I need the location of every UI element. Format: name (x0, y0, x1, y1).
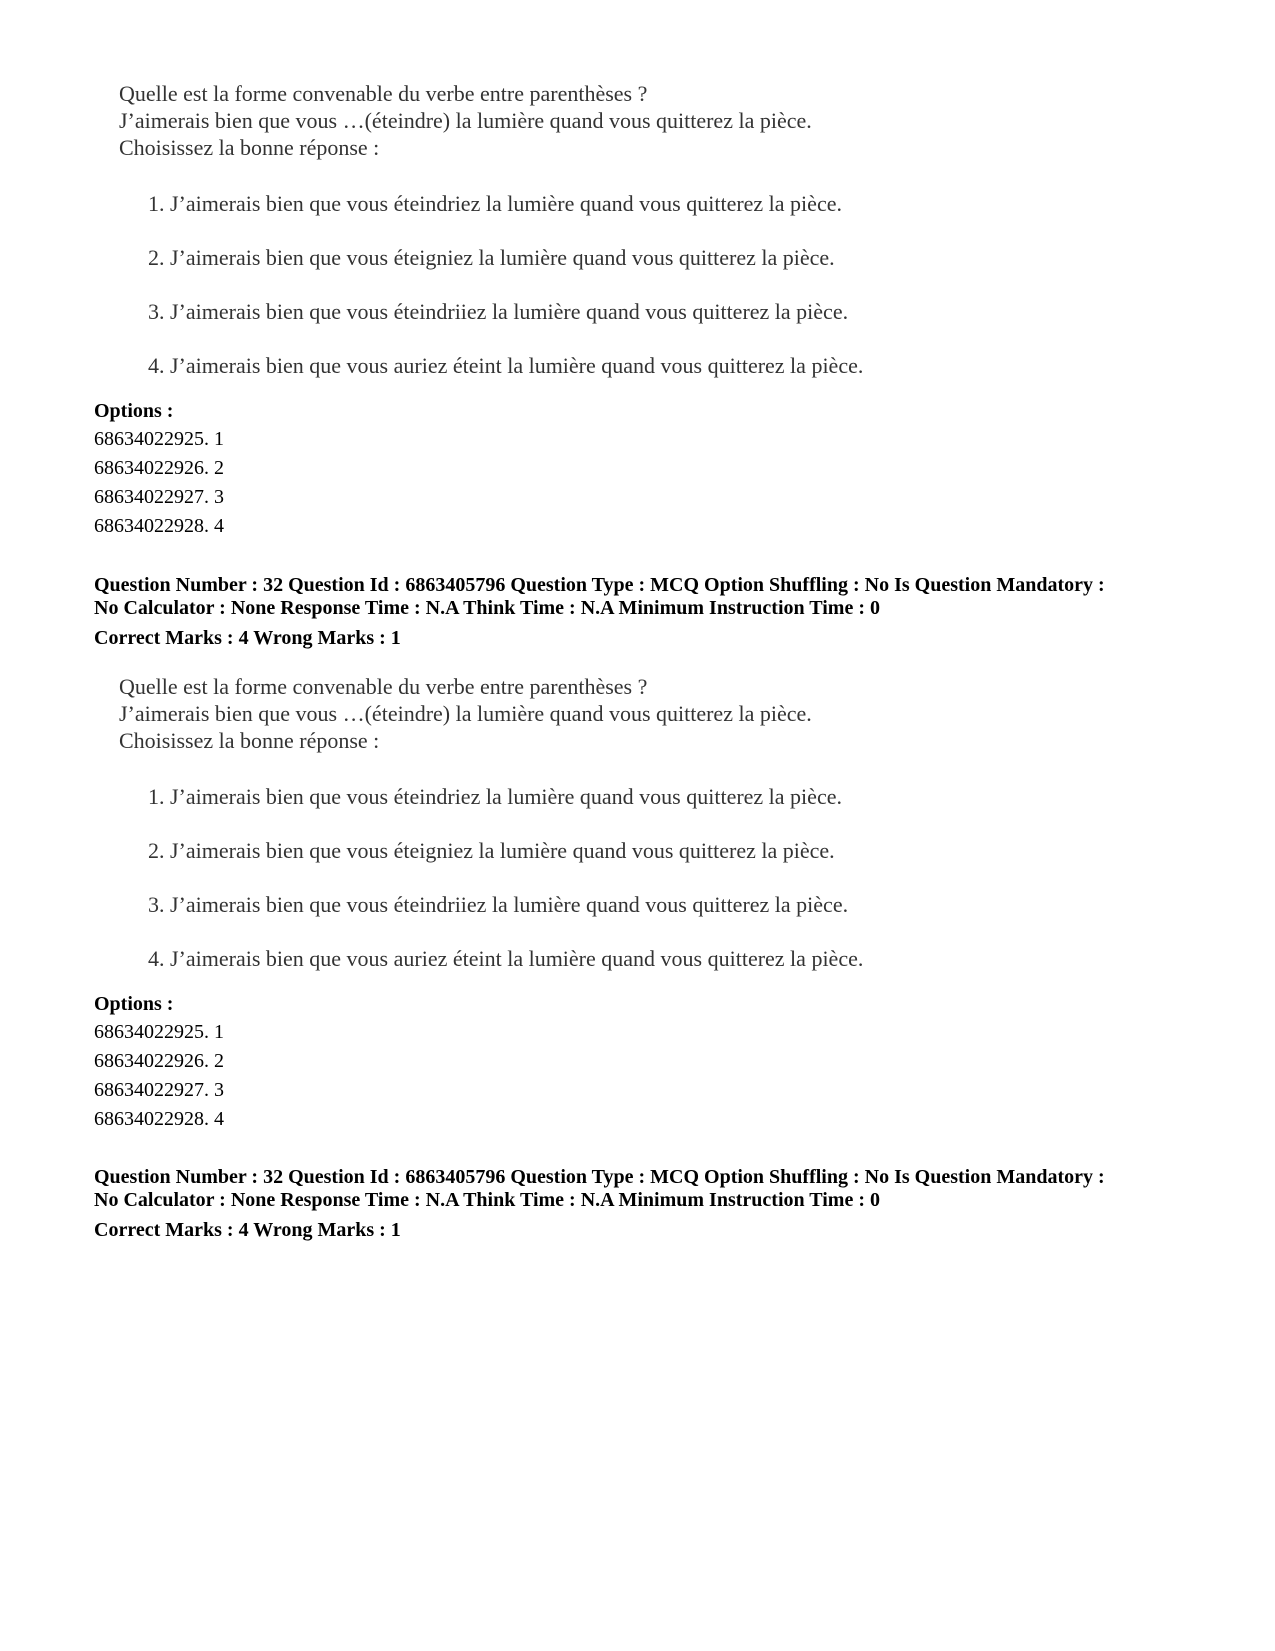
choice-item-1: 1. J’aimerais bien que vous éteindriez la lumière quand vous quitterez la pièce. (148, 784, 842, 809)
marks-line: Correct Marks : 4 Wrong Marks : 1 (94, 627, 401, 649)
question-sentence: J’aimerais bien que vous …(éteindre) la lumière quand vous quitterez la pièce. (119, 701, 812, 726)
meta-line-2: No Calculator : None Response Time : N.A Think Time : N.A Minimum Instruction Time : 0 (94, 1189, 880, 1211)
question-image-1 (119, 80, 863, 379)
option-row-1: 68634022925. 1 (94, 428, 224, 450)
option-row-1: 68634022925. 1 (94, 1021, 224, 1043)
options-label: Options : (94, 400, 174, 422)
meta-line-1: Question Number : 32 Question Id : 6863405796 Question Type : MCQ Option Shuffling : No Is Question Mandatory : (94, 574, 1105, 596)
choice-item-2: 2. J’aimerais bien que vous éteigniez la lumière quand vous quitterez la pièce. (148, 245, 835, 270)
choice-item-2: 2. J’aimerais bien que vous éteigniez la lumière quand vous quitterez la pièce. (148, 838, 835, 863)
options-label: Options : (94, 993, 174, 1015)
meta-line-1: Question Number : 32 Question Id : 6863405796 Question Type : MCQ Option Shuffling : No Is Question Mandatory : (94, 1166, 1105, 1188)
choice-item-4: 4. J’aimerais bien que vous auriez éteint la lumière quand vous quitterez la pièce. (148, 946, 864, 971)
question-image-2 (119, 673, 863, 972)
option-row-2: 68634022926. 2 (94, 1050, 224, 1072)
question-sentence: J’aimerais bien que vous …(éteindre) la lumière quand vous quitterez la pièce. (119, 108, 812, 133)
choice-item-4: 4. J’aimerais bien que vous auriez éteint la lumière quand vous quitterez la pièce. (148, 353, 864, 378)
meta-line-2: No Calculator : None Response Time : N.A Think Time : N.A Minimum Instruction Time : 0 (94, 597, 880, 619)
option-row-3: 68634022927. 3 (94, 1079, 224, 1101)
choice-list (119, 190, 863, 379)
choice-item-3: 3. J’aimerais bien que vous éteindriiez la lumière quand vous quitterez la pièce. (148, 299, 849, 324)
question-meta-2 (94, 1166, 1194, 1242)
option-row-4: 68634022928. 4 (94, 1108, 224, 1130)
choice-item-3: 3. J’aimerais bien que vous éteindriiez la lumière quand vous quitterez la pièce. (148, 892, 849, 917)
question-prompt: Quelle est la forme convenable du verbe entre parenthèses ? (119, 81, 648, 106)
question-prompt: Quelle est la forme convenable du verbe entre parenthèses ? (119, 674, 648, 699)
options-section-2 (94, 990, 224, 1134)
question-meta-1 (94, 574, 1194, 650)
option-row-4: 68634022928. 4 (94, 515, 224, 537)
option-row-3: 68634022927. 3 (94, 486, 224, 508)
choice-item-1: 1. J’aimerais bien que vous éteindriez la lumière quand vous quitterez la pièce. (148, 191, 842, 216)
question-instruction: Choisissez la bonne réponse : (119, 728, 380, 753)
options-section-1 (94, 397, 224, 541)
option-row-2: 68634022926. 2 (94, 457, 224, 479)
choice-list (119, 783, 863, 972)
question-instruction: Choisissez la bonne réponse : (119, 135, 380, 160)
marks-line: Correct Marks : 4 Wrong Marks : 1 (94, 1219, 401, 1241)
